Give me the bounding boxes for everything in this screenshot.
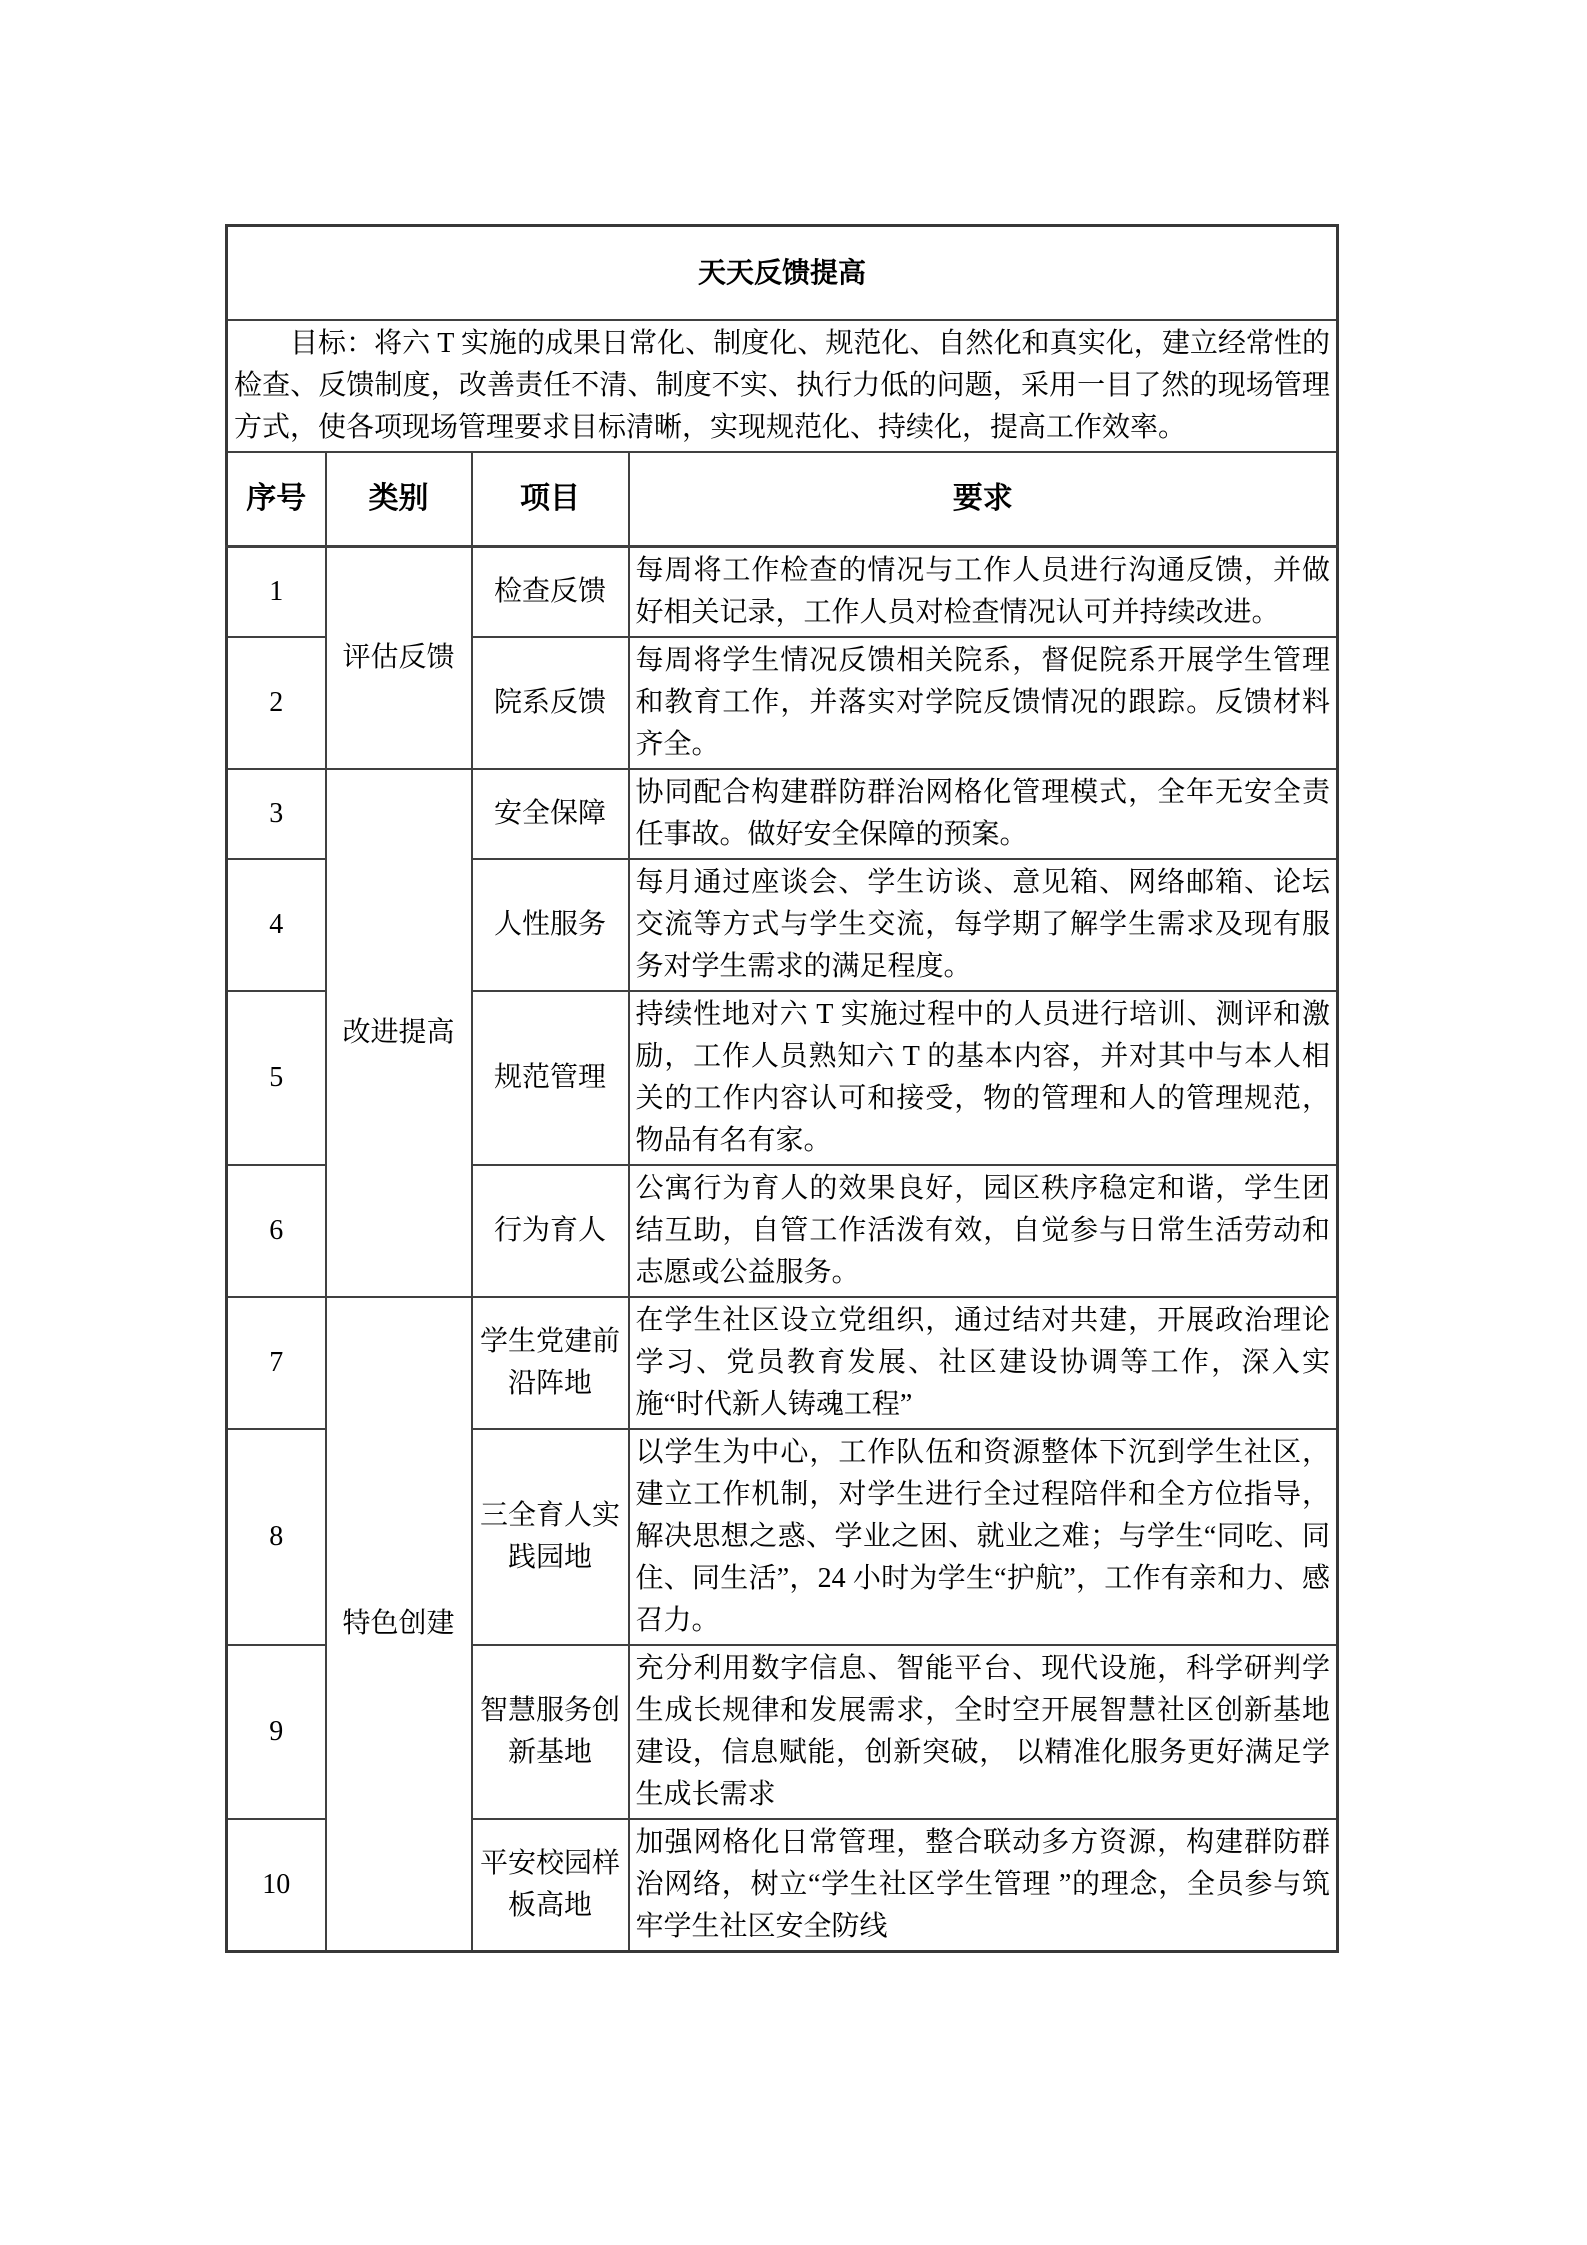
requirement-cell: 加强网格化日常管理，整合联动多方资源，构建群防群治网络，树立“学生社区学生管理 ”的理念，全员参与筑牢学生社区安全防线 [629,1819,1338,1952]
project-cell: 安全保障 [472,769,629,859]
row-number: 3 [227,769,326,859]
feedback-improvement-table [225,224,1339,1953]
requirement-cell: 每周将学生情况反馈相关院系，督促院系开展学生管理和教育工作，并落实对学院反馈情况的跟踪。反馈材料齐全。 [629,637,1338,769]
requirement-cell: 每月通过座谈会、学生访谈、意见箱、网络邮箱、论坛交流等方式与学生交流，每学期了解学生需求及现有服务对学生需求的满足程度。 [629,859,1338,991]
row-number: 10 [227,1819,326,1952]
table-row [227,1297,1338,1429]
column-header-project: 项目 [472,452,629,547]
requirement-cell: 每周将工作检查的情况与工作人员进行沟通反馈，并做好相关记录，工作人员对检查情况认可并持续改进。 [629,547,1338,638]
row-number: 9 [227,1645,326,1819]
table-header-row [227,452,1338,547]
project-cell: 三全育人实践园地 [472,1429,629,1645]
project-cell: 智慧服务创新基地 [472,1645,629,1819]
project-cell: 院系反馈 [472,637,629,769]
objective-text: 目标：将六 T 实施的成果日常化、制度化、规范化、自然化和真实化，建立经常性的检查、反馈制度，改善责任不清、制度不实、执行力低的问题，采用一目了然的现场管理方式，使各项现场管理要求目标清晰，实现规范化、持续化，提高工作效率。 [234,328,1331,443]
category-cell: 评估反馈 [326,547,472,770]
column-header-requirement: 要求 [629,452,1338,547]
category-cell: 特色创建 [326,1297,472,1952]
category-cell: 改进提高 [326,769,472,1297]
row-number: 5 [227,991,326,1165]
project-cell: 行为育人 [472,1165,629,1297]
project-cell: 检查反馈 [472,547,629,638]
row-number: 7 [227,1297,326,1429]
requirement-cell: 充分利用数字信息、智能平台、现代设施，科学研判学生成长规律和发展需求，全时空开展智慧社区创新基地建设，信息赋能，创新突破， 以精准化服务更好满足学生成长需求 [629,1645,1338,1819]
row-number: 4 [227,859,326,991]
table-row [227,547,1338,638]
row-number: 1 [227,547,326,638]
row-number: 6 [227,1165,326,1297]
title-row [227,226,1338,321]
project-cell: 平安校园样板高地 [472,1819,629,1952]
row-number: 2 [227,637,326,769]
column-header-category: 类别 [326,452,472,547]
objective-cell [227,320,1338,452]
page-title: 天天反馈提高 [227,226,1338,321]
requirement-cell: 持续性地对六 T 实施过程中的人员进行培训、测评和激励，工作人员熟知六 T 的基本内容，并对其中与本人相关的工作内容认可和接受，物的管理和人的管理规范，物品有名有家。 [629,991,1338,1165]
objective-row [227,320,1338,452]
requirement-cell: 在学生社区设立党组织，通过结对共建，开展政治理论学习、党员教育发展、社区建设协调等工作，深入实施“时代新人铸魂工程” [629,1297,1338,1429]
requirement-cell: 公寓行为育人的效果良好，园区秩序稳定和谐，学生团结互助，自管工作活泼有效，自觉参与日常生活劳动和志愿或公益服务。 [629,1165,1338,1297]
requirement-cell: 以学生为中心，工作队伍和资源整体下沉到学生社区，建立工作机制，对学生进行全过程陪伴和全方位指导，解决思想之惑、学业之困、就业之难；与学生“同吃、同住、同生活”，24 小时为学生“护航”，工作有亲和力、感召力。 [629,1429,1338,1645]
table-row [227,769,1338,859]
project-cell: 学生党建前沿阵地 [472,1297,629,1429]
requirement-cell: 协同配合构建群防群治网格化管理模式，全年无安全责任事故。做好安全保障的预案。 [629,769,1338,859]
project-cell: 人性服务 [472,859,629,991]
column-header-no: 序号 [227,452,326,547]
row-number: 8 [227,1429,326,1645]
project-cell: 规范管理 [472,991,629,1165]
